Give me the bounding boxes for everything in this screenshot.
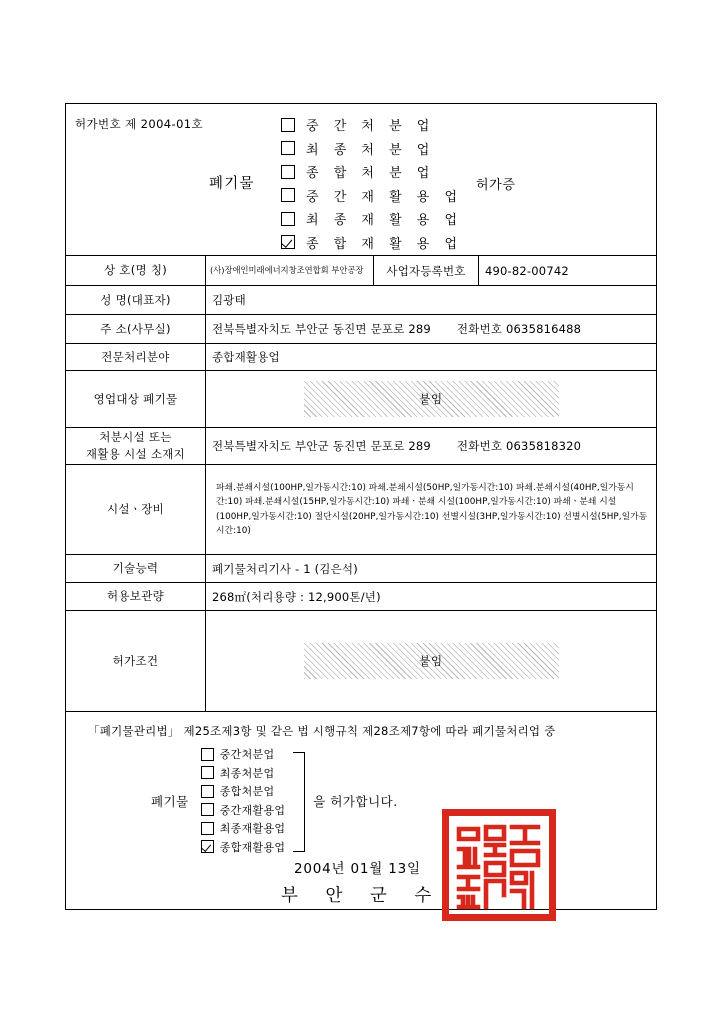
value-specialty: 종합재활용업	[212, 350, 280, 364]
target-waste-attachment-text: 붙임	[419, 392, 443, 406]
footer-option-row[interactable]	[201, 764, 286, 783]
site-label-line-2: 재활용 시설 소재지	[85, 447, 186, 461]
checkbox-icon-comprehensive-disposal[interactable]	[201, 785, 214, 798]
header-option-row[interactable]	[281, 207, 463, 231]
header-option-label: 종 합 재 활 용 업	[306, 236, 463, 252]
permit-certificate	[65, 103, 657, 910]
checkbox-icon-final-recycling[interactable]	[281, 212, 295, 226]
label-representative: 성 명(대표자)	[66, 286, 206, 314]
footer-permit-selection	[151, 745, 398, 856]
header-option-row[interactable]	[281, 137, 463, 161]
legal-statement: 「폐기물관리법」 제25조제3항 및 같은 법 시행규칙 제28조제7항에 따라 폐기물처리업 중	[88, 724, 556, 738]
row-permit-conditions	[66, 611, 656, 712]
footer-option-row[interactable]	[201, 819, 286, 838]
label-permit-conditions: 허가조건	[66, 611, 206, 711]
permit-number: 허가번호 제 2004-01호	[75, 117, 204, 131]
value-target-waste	[206, 371, 656, 427]
certificate-main-label: 폐기물	[209, 176, 255, 192]
checkbox-icon-comprehensive-disposal[interactable]	[281, 165, 295, 179]
issuing-authority: 부 안 군 수	[281, 886, 443, 906]
row-site-address	[66, 428, 656, 465]
label-facility-equipment: 시설ㆍ장비	[66, 465, 206, 554]
hatched-attachment-block	[304, 381, 559, 417]
header-option-row[interactable]	[281, 231, 463, 255]
row-allowed-storage	[66, 583, 656, 611]
checkbox-icon-intermediate-recycling[interactable]	[201, 803, 214, 816]
header-option-label: 최 종 재 활 용 업	[306, 213, 463, 229]
row-technical-capability	[66, 555, 656, 583]
checkbox-icon-intermediate-disposal[interactable]	[281, 118, 295, 132]
label-allowed-storage: 허용보관량	[66, 583, 206, 610]
row-facility-equipment	[66, 465, 656, 555]
checkbox-icon-final-disposal[interactable]	[281, 141, 295, 155]
header-option-row[interactable]	[281, 113, 463, 137]
office-phone-text: 전화번호 0635816488	[456, 322, 582, 336]
footer-option-row[interactable]	[201, 838, 286, 857]
bracket-connector	[293, 752, 305, 852]
header-option-row[interactable]	[281, 184, 463, 208]
row-office-address	[66, 315, 656, 344]
value-office-address	[206, 315, 656, 343]
row-representative	[66, 286, 656, 315]
official-seal-stamp	[442, 809, 556, 921]
header-option-label: 중 간 처 분 업	[306, 119, 435, 135]
checkbox-icon-intermediate-recycling[interactable]	[281, 188, 295, 202]
site-label-line-1: 처분시설 또는	[99, 430, 172, 445]
footer-option-row[interactable]	[201, 745, 286, 764]
row-target-waste	[66, 371, 656, 428]
site-phone-text: 전화번호 0635818320	[456, 439, 582, 453]
header-option-label: 최 종 처 분 업	[306, 142, 435, 158]
hatched-attachment-block	[304, 643, 559, 679]
issue-date: 2004년 01월 13일	[294, 861, 421, 877]
value-facility-equipment: 파쇄.분쇄시설(100HP,일가동시간:10) 파쇄.분쇄시설(50HP,일가동시간:10) 파쇄.분쇄시설(40HP,일가동시간:10) 파쇄.분쇄시설(15HP,일가동시간:10) 파쇄ㆍ분쇄 시설(100HP,일가동시간:10) 파쇄ㆍ분쇄 시설(100HP,일가동시간:10) 절단시설(20HP,일가동시간:10) 선별시설(3HP,일가동시간:10) 선별시설(5HP,일가동시간:10)	[216, 483, 648, 536]
footer-option-label: 중간재활용업	[219, 803, 286, 817]
footer-option-label: 종합재활용업	[219, 840, 286, 854]
header-option-label: 종 합 처 분 업	[306, 166, 435, 182]
checkbox-icon-intermediate-disposal[interactable]	[201, 748, 214, 761]
checkbox-icon-comprehensive-recycling[interactable]	[281, 235, 295, 249]
footer-option-label: 종합처분업	[219, 785, 275, 799]
value-technical-capability: 폐기물처리기사 - 1 (김은석)	[212, 561, 358, 576]
footer-option-row[interactable]	[201, 782, 286, 801]
certificate-footer	[66, 712, 656, 909]
footer-option-row[interactable]	[201, 801, 286, 820]
certificate-suffix-label: 허가증	[476, 178, 516, 193]
footer-business-type-checklist	[201, 745, 286, 856]
value-company-name: (사)장애인미래에너지창조연합회 부안공장	[206, 256, 374, 285]
value-business-registration-number: 490-82-00742	[485, 263, 569, 278]
footer-approval-text: 을 허가합니다.	[313, 793, 398, 809]
checkbox-icon-final-disposal[interactable]	[201, 766, 214, 779]
value-allowed-storage: 268㎡(처리용량 : 12,900톤/년)	[212, 589, 381, 604]
header-business-type-checklist	[281, 113, 463, 254]
footer-option-label: 최종재활용업	[219, 822, 286, 836]
footer-waste-word: 폐기물	[151, 793, 189, 809]
permit-conditions-attachment-text: 붙임	[419, 654, 443, 668]
certificate-header	[66, 104, 656, 256]
header-option-label: 중 간 재 활 용 업	[306, 189, 463, 205]
label-business-registration-number: 사업자등록번호	[374, 256, 479, 285]
value-site-address	[206, 428, 656, 464]
label-technical-capability: 기술능력	[66, 555, 206, 582]
value-representative: 김광태	[212, 293, 246, 307]
label-specialty: 전문처리분야	[66, 344, 206, 370]
checkbox-icon-comprehensive-recycling[interactable]	[201, 840, 214, 853]
footer-option-label: 중간처분업	[219, 748, 275, 762]
office-address-text: 전북특별자치도 부안군 동진면 문포로 289	[212, 322, 431, 336]
checkbox-icon-final-recycling[interactable]	[201, 822, 214, 835]
site-address-text: 전북특별자치도 부안군 동진면 문포로 289	[212, 439, 431, 453]
row-company-name	[66, 256, 656, 286]
footer-option-label: 최종처분업	[219, 766, 275, 780]
label-office-address: 주 소(사무실)	[66, 315, 206, 343]
label-site-address	[66, 428, 206, 464]
header-option-row[interactable]	[281, 160, 463, 184]
value-permit-conditions	[206, 611, 656, 711]
label-company-name: 상 호(명 칭)	[66, 256, 206, 285]
label-target-waste: 영업대상 폐기물	[66, 371, 206, 427]
row-specialty	[66, 344, 656, 371]
